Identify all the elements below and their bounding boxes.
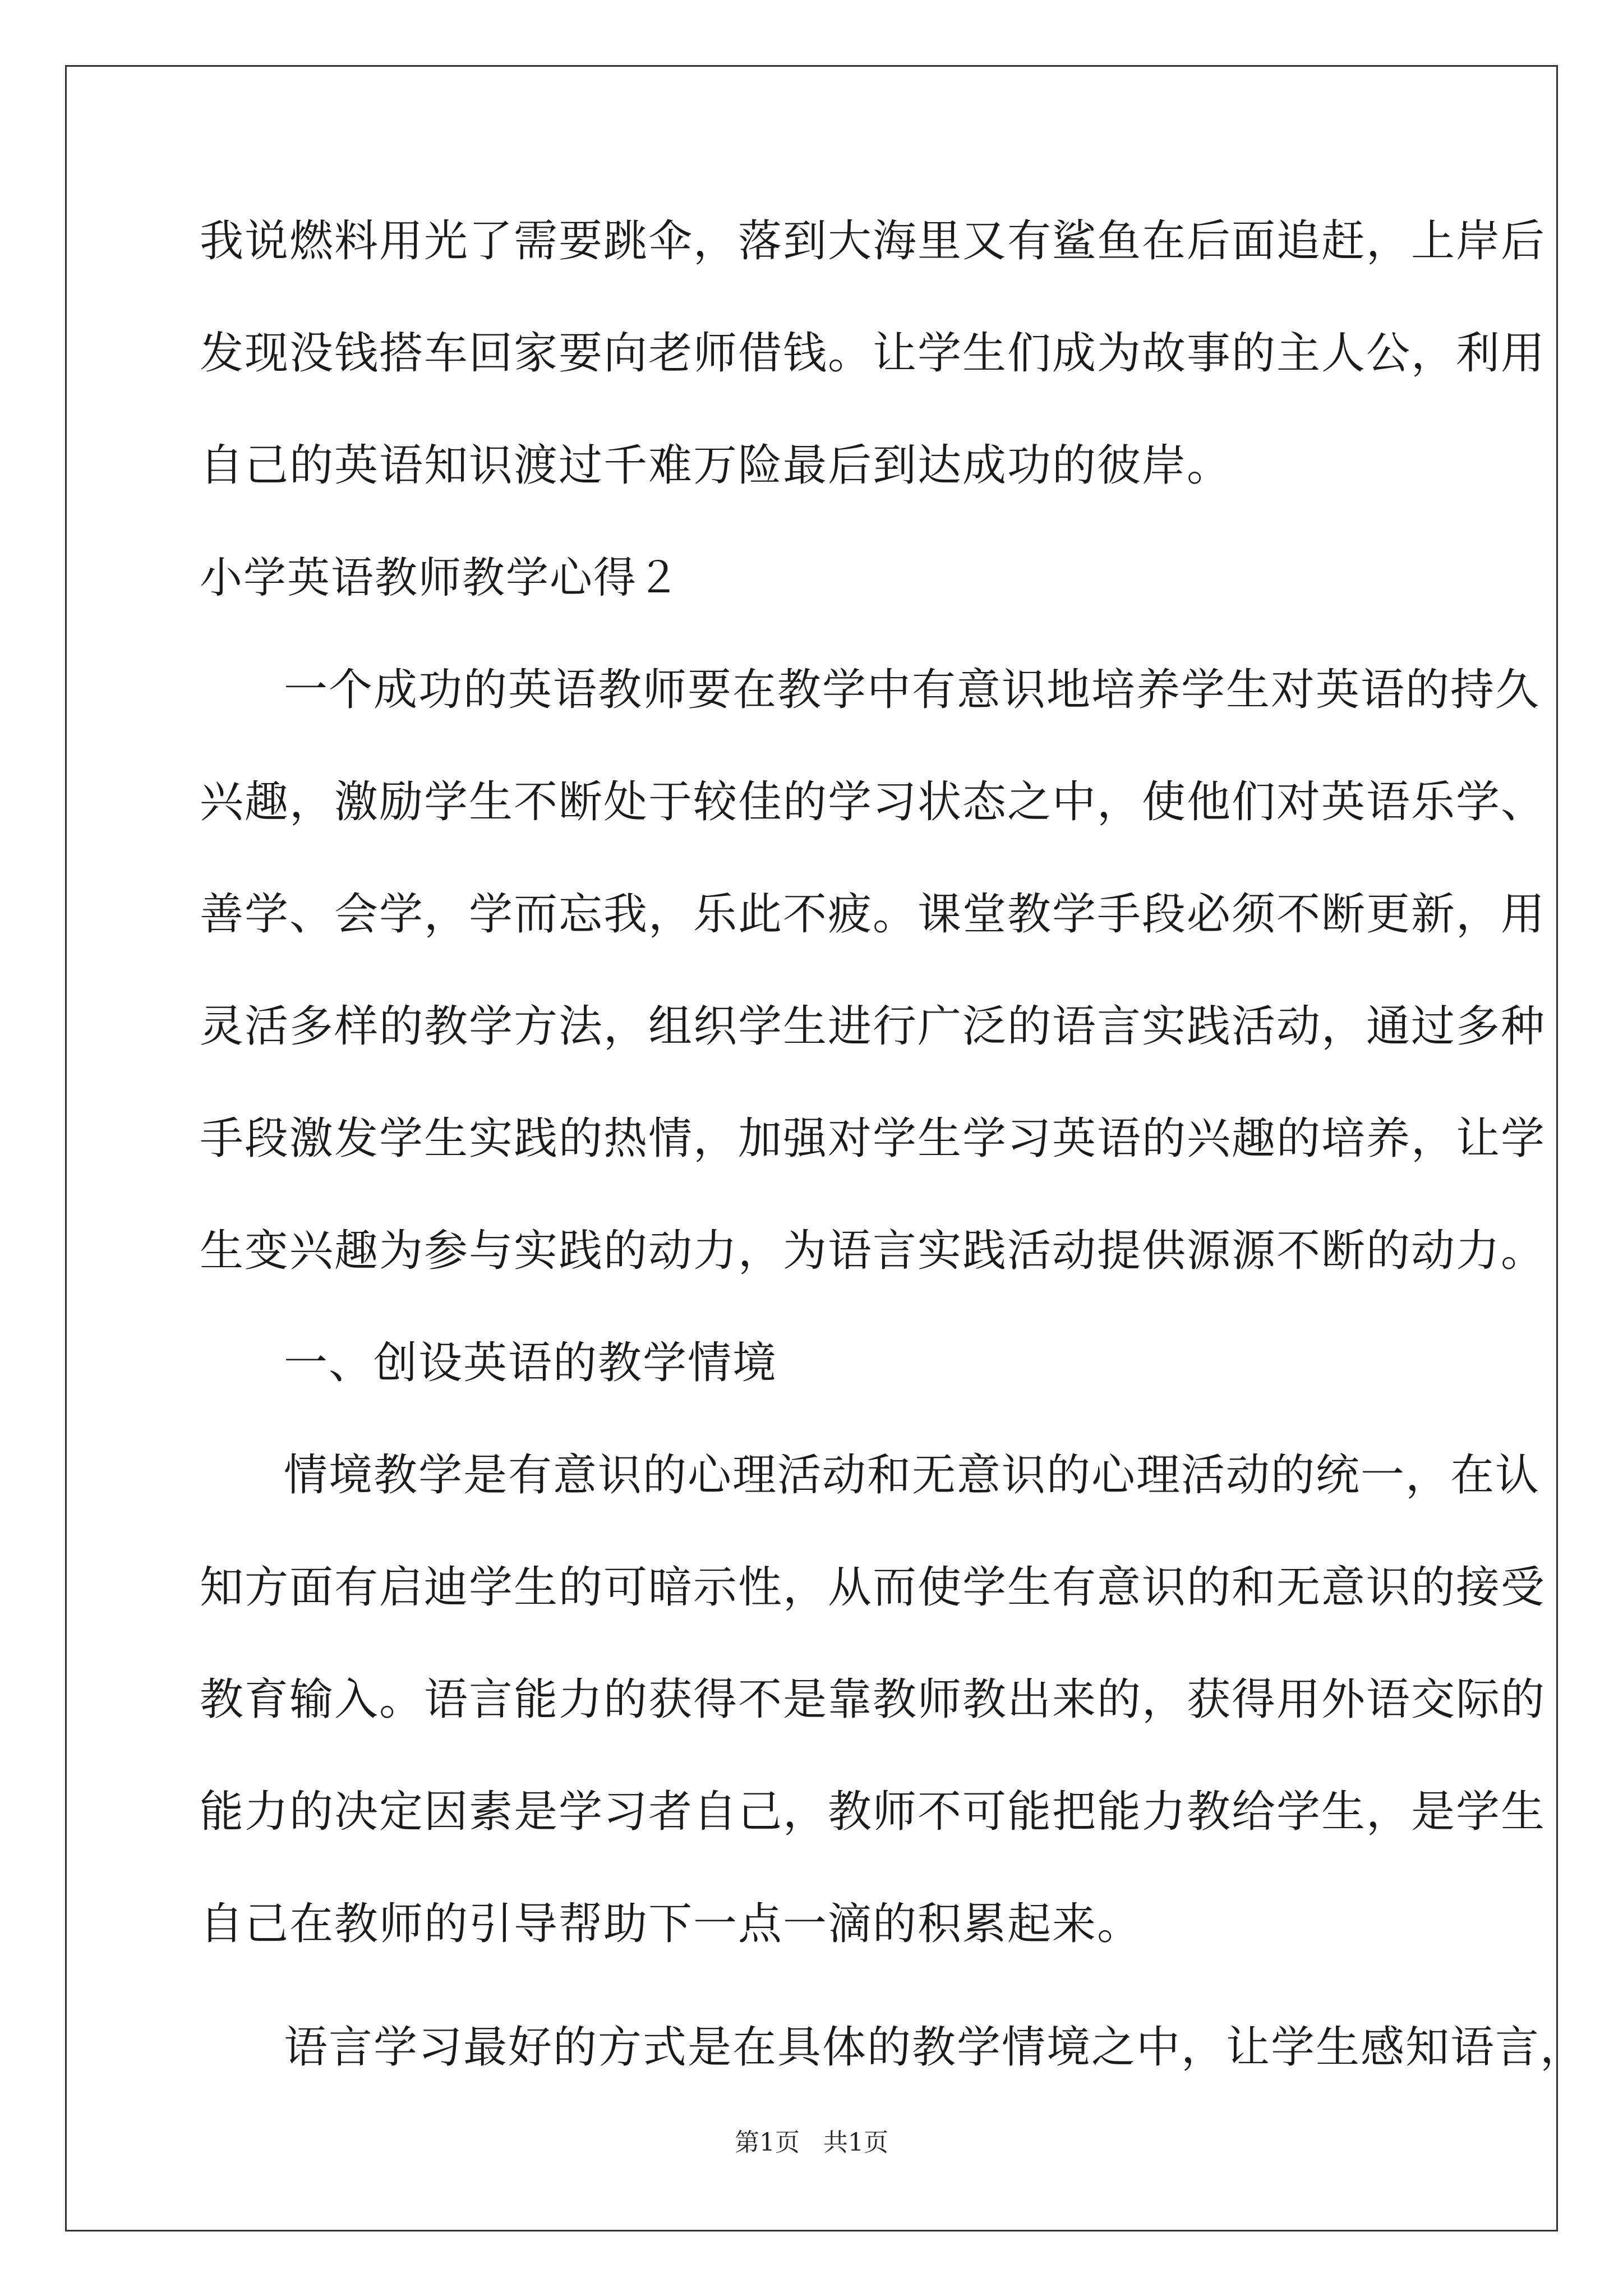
text-line: 情境教学是有意识的心理活动和无意识的心理活动的统一，在认 bbox=[284, 1450, 1541, 1501]
text-line: 教育输入。语言能力的获得不是靠教师教出来的，获得用外语交际的 bbox=[200, 1674, 1546, 1725]
text-line: 生变兴趣为参与实践的动力，为语言实践活动提供源源不断的动力。 bbox=[200, 1226, 1546, 1276]
text-line: 发现没钱搭车回家要向老师借钱。让学生们成为故事的主人公，利用 bbox=[200, 328, 1546, 379]
page-total: 共1页 bbox=[823, 2128, 888, 2157]
page-number: 第1页 bbox=[735, 2128, 800, 2157]
text-line: 我说燃料用光了需要跳伞，落到大海里又有鲨鱼在后面追赶，上岸后 bbox=[200, 216, 1546, 266]
text-line: 语言学习最好的方式是在具体的教学情境之中，让学生感知语言， bbox=[284, 2022, 1585, 2073]
text-line: 善学、会学，学而忘我，乐此不疲。课堂教学手段必须不断更新，用 bbox=[200, 889, 1546, 940]
text-line: 兴趣，激励学生不断处于较佳的学习状态之中，使他们对英语乐学、 bbox=[200, 777, 1546, 827]
section-heading: 小学英语教师教学心得２ bbox=[200, 553, 681, 602]
text-line: 自己在教师的引导帮助下一点一滴的积累起来。 bbox=[200, 1899, 1142, 1949]
text-line: 知方面有启迪学生的可暗示性，从而使学生有意识的和无意识的接受 bbox=[200, 1562, 1546, 1613]
subheading: 一、创设英语的教学情境 bbox=[284, 1338, 778, 1388]
text-line: 手段激发学生实践的热情，加强对学生学习英语的兴趣的培养，让学 bbox=[200, 1114, 1546, 1164]
text-line: 一个成功的英语教师要在教学中有意识地培养学生对英语的持久 bbox=[284, 665, 1541, 715]
text-line: 能力的决定因素是学习者自己，教师不可能把能力教给学生，是学生 bbox=[200, 1787, 1546, 1837]
text-line: 灵活多样的教学方法，组织学生进行广泛的语言实践活动，通过多种 bbox=[200, 1001, 1546, 1052]
text-line: 自己的英语知识渡过千难万险最后到达成功的彼岸。 bbox=[200, 440, 1232, 491]
page-footer bbox=[0, 2126, 1623, 2160]
